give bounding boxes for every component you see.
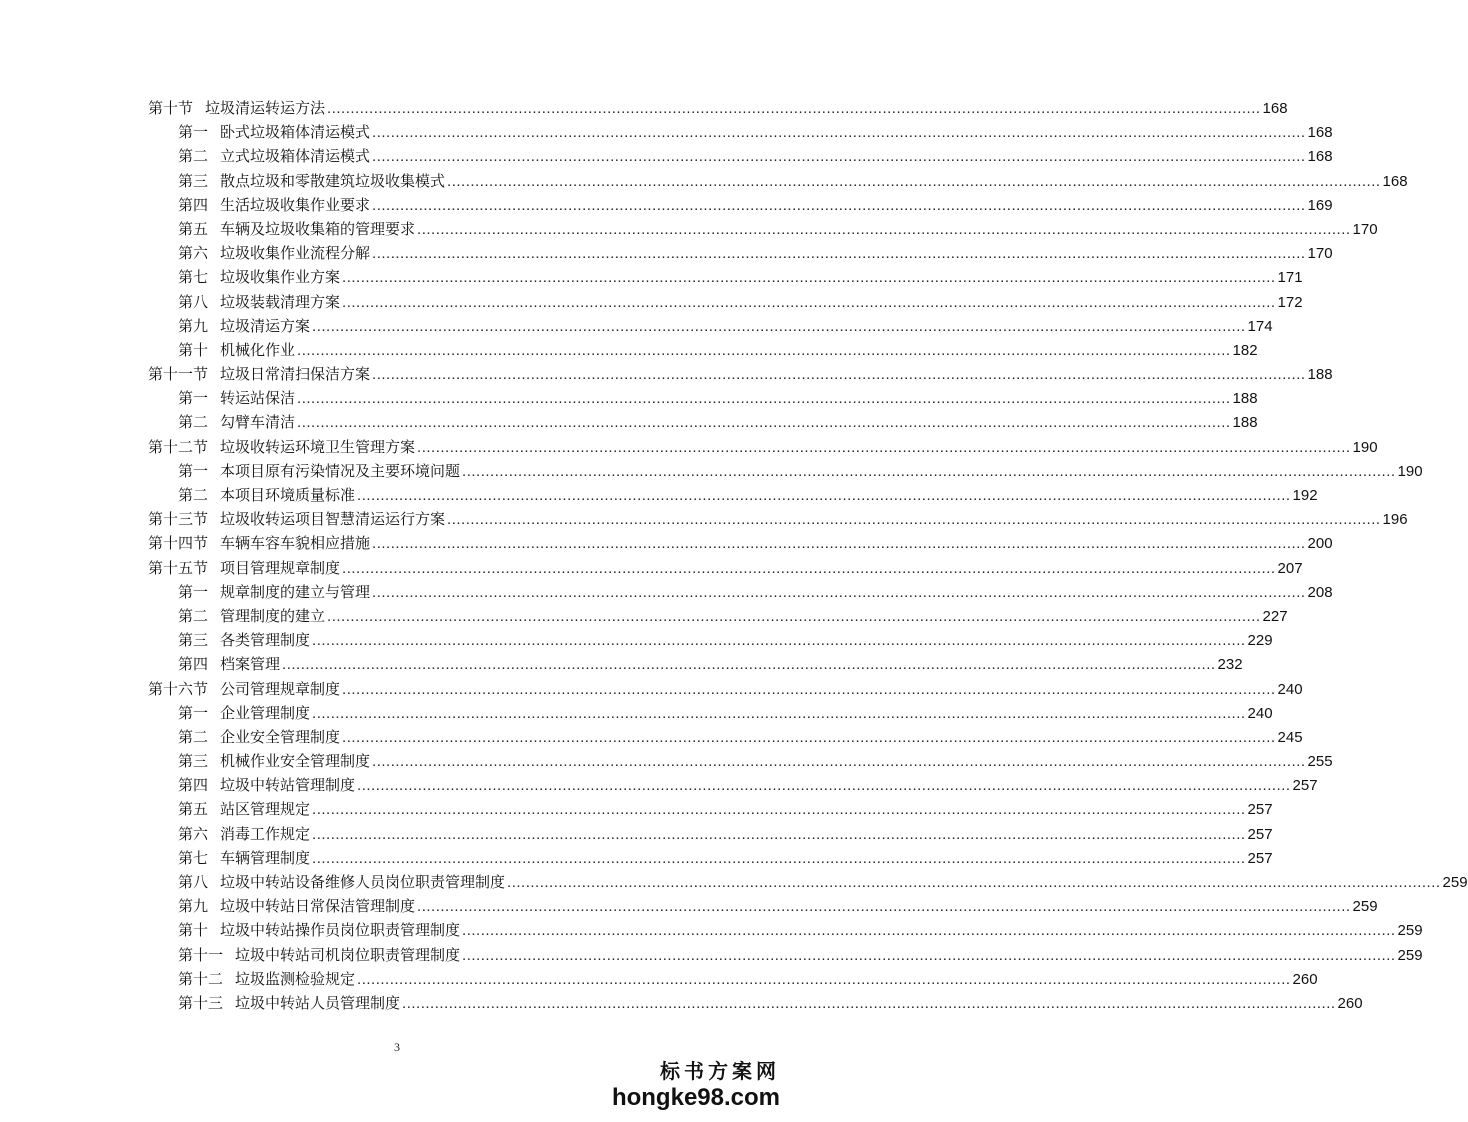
toc-dot-leader: ........................................................................................................................................................................................................ [462, 946, 1396, 964]
toc-entry-number: 第四 [178, 195, 209, 214]
toc-entry-title: 垃圾中转站人员管理制度 [235, 993, 401, 1012]
toc-subsection-entry[interactable] [148, 144, 1333, 168]
toc-entry-title: 本项目环境质量标准 [220, 486, 356, 504]
toc-entry-page: 259 [1397, 946, 1423, 964]
toc-dot-leader: ........................................................................................................................................................................................................ [372, 583, 1306, 601]
toc-entry-number: 第三 [178, 631, 209, 650]
toc-dot-leader: ........................................................................................................................................................................................................ [327, 607, 1261, 625]
toc-entry-number: 第一 [178, 461, 209, 480]
toc-subsection-entry[interactable] [148, 120, 1333, 144]
toc-entry-page: 257 [1292, 777, 1318, 795]
toc-subsection-entry[interactable] [148, 169, 1408, 193]
toc-subsection-entry[interactable] [148, 410, 1258, 434]
toc-section-entry[interactable] [148, 556, 1303, 580]
toc-dot-leader: ........................................................................................................................................................................................................ [342, 269, 1276, 287]
toc-entry-number: 第二 [178, 147, 209, 166]
toc-dot-leader: ........................................................................................................................................................................................................ [312, 632, 1246, 650]
toc-subsection-entry[interactable] [148, 797, 1273, 821]
toc-entry-page: 170 [1307, 245, 1333, 263]
toc-entry-number: 第十四节 [148, 534, 209, 553]
toc-subsection-entry[interactable] [148, 628, 1273, 652]
toc-entry-number: 第一 [178, 123, 209, 142]
toc-entry-number: 第十六节 [148, 679, 209, 698]
toc-dot-leader: ........................................................................................................................................................................................................ [342, 728, 1276, 746]
watermark-site-name: 标书方案网 [660, 1059, 780, 1083]
toc-section-entry[interactable] [148, 362, 1333, 386]
toc-dot-leader: ........................................................................................................................................................................................................ [402, 994, 1336, 1012]
toc-subsection-entry[interactable] [148, 290, 1303, 314]
toc-entry-number: 第十一节 [148, 365, 209, 384]
toc-entry-number: 第三 [178, 752, 209, 771]
toc-entry-number: 第八 [178, 292, 209, 311]
page-number: 3 [394, 1040, 400, 1054]
toc-subsection-entry[interactable] [148, 725, 1303, 749]
toc-entry-title: 管理制度的建立 [220, 606, 326, 625]
toc-entry-title: 项目管理规章制度 [220, 558, 341, 577]
toc-subsection-entry[interactable] [148, 265, 1303, 289]
toc-subsection-entry[interactable] [148, 193, 1333, 217]
toc-dot-leader: ........................................................................................................................................................................................................ [507, 874, 1441, 891]
toc-dot-leader: ........................................................................................................................................................................................................ [297, 390, 1231, 408]
toc-entry-page: 168 [1262, 100, 1288, 117]
table-of-contents [148, 96, 1468, 1015]
toc-entry-page: 208 [1307, 583, 1333, 601]
toc-subsection-entry[interactable] [148, 991, 1363, 1015]
toc-entry-number: 第二 [178, 413, 209, 432]
toc-entry-title: 车辆及垃圾收集箱的管理要求 [220, 219, 416, 238]
toc-entry-number: 第十二节 [148, 437, 209, 456]
toc-entry-number: 第六 [178, 244, 209, 263]
toc-entry-number: 第十五节 [148, 558, 209, 577]
toc-subsection-entry[interactable] [148, 846, 1273, 870]
toc-entry-title: 垃圾收集作业流程分解 [220, 244, 371, 263]
toc-dot-leader: ........................................................................................................................................................................................................ [357, 487, 1291, 504]
toc-subsection-entry[interactable] [148, 870, 1468, 894]
toc-dot-leader: ........................................................................................................................................................................................................ [297, 414, 1231, 432]
toc-dot-leader: ........................................................................................................................................................................................................ [297, 341, 1231, 359]
toc-entry-page: 240 [1247, 704, 1273, 722]
toc-entry-title: 散点垃圾和零散建筑垃圾收集模式 [220, 171, 446, 190]
toc-entry-page: 240 [1277, 680, 1303, 698]
toc-entry-title: 生活垃圾收集作业要求 [220, 195, 371, 214]
toc-entry-page: 188 [1232, 390, 1258, 408]
toc-subsection-entry[interactable] [148, 773, 1318, 797]
toc-dot-leader: ........................................................................................................................................................................................................ [372, 535, 1306, 553]
toc-section-entry[interactable] [148, 507, 1408, 531]
toc-dot-leader: ........................................................................................................................................................................................................ [357, 970, 1291, 988]
toc-entry-number: 第四 [178, 776, 209, 795]
toc-entry-number: 第一 [178, 389, 209, 408]
toc-entry-number: 第六 [178, 824, 209, 843]
toc-dot-leader: ........................................................................................................................................................................................................ [447, 511, 1381, 529]
toc-dot-leader: ........................................................................................................................................................................................................ [312, 825, 1246, 843]
toc-entry-page: 257 [1247, 801, 1273, 819]
toc-dot-leader: ........................................................................................................................................................................................................ [312, 317, 1246, 335]
toc-dot-leader: ........................................................................................................................................................................................................ [342, 559, 1276, 577]
toc-entry-title: 垃圾收集作业方案 [220, 268, 341, 287]
toc-entry-number: 第二 [178, 606, 209, 625]
toc-subsection-entry[interactable] [148, 652, 1243, 676]
toc-entry-page: 257 [1247, 849, 1273, 867]
toc-entry-page: 227 [1262, 607, 1288, 625]
toc-entry-title: 本项目原有污染情况及主要环境问题 [220, 461, 461, 480]
toc-entry-number: 第十二 [178, 969, 224, 988]
toc-entry-title: 各类管理制度 [220, 631, 311, 650]
toc-entry-title: 规章制度的建立与管理 [220, 582, 371, 601]
toc-entry-page: 196 [1382, 511, 1408, 529]
toc-dot-leader: ........................................................................................................................................................................................................ [372, 196, 1306, 214]
toc-dot-leader: ........................................................................................................................................................................................................ [417, 898, 1351, 916]
toc-subsection-entry[interactable] [148, 967, 1318, 991]
toc-entry-page: 260 [1337, 994, 1363, 1012]
toc-entry-page: 171 [1277, 269, 1303, 287]
toc-entry-number: 第四 [178, 655, 209, 674]
toc-section-entry[interactable] [148, 435, 1378, 459]
toc-entry-title: 垃圾中转站管理制度 [220, 776, 356, 795]
toc-dot-leader: ........................................................................................................................................................................................................ [282, 656, 1216, 674]
toc-entry-page: 259 [1352, 898, 1378, 916]
toc-entry-title: 垃圾清运转运方法 [205, 99, 326, 117]
toc-section-entry[interactable] [148, 531, 1333, 555]
toc-entry-title: 立式垃圾箱体清运模式 [220, 147, 371, 166]
toc-entry-title: 企业安全管理制度 [220, 727, 341, 746]
toc-subsection-entry[interactable] [148, 580, 1333, 604]
toc-entry-page: 170 [1352, 220, 1378, 238]
toc-entry-number: 第八 [178, 873, 209, 891]
toc-entry-number: 第七 [178, 848, 209, 867]
toc-entry-number: 第五 [178, 219, 209, 238]
toc-dot-leader: ........................................................................................................................................................................................................ [342, 680, 1276, 698]
toc-dot-leader: ........................................................................................................................................................................................................ [372, 245, 1306, 263]
toc-entry-page: 232 [1217, 656, 1243, 674]
toc-entry-number: 第二 [178, 486, 209, 504]
toc-entry-title: 车辆车容车貌相应措施 [220, 534, 371, 553]
toc-entry-title: 垃圾装载清理方案 [220, 292, 341, 311]
toc-section-entry[interactable] [148, 96, 1288, 120]
toc-entry-title: 档案管理 [220, 655, 281, 674]
toc-dot-leader: ........................................................................................................................................................................................................ [372, 148, 1306, 166]
toc-entry-page: 200 [1307, 535, 1333, 553]
toc-entry-title: 垃圾中转站设备维修人员岗位职责管理制度 [220, 873, 506, 891]
toc-dot-leader: ........................................................................................................................................................................................................ [312, 704, 1246, 722]
toc-subsection-entry[interactable] [148, 894, 1378, 918]
toc-dot-leader: ........................................................................................................................................................................................................ [372, 124, 1306, 142]
toc-entry-number: 第二 [178, 727, 209, 746]
toc-entry-title: 机械作业安全管理制度 [220, 752, 371, 771]
toc-entry-page: 188 [1307, 366, 1333, 384]
toc-entry-page: 182 [1232, 341, 1258, 359]
toc-entry-page: 259 [1397, 922, 1423, 940]
toc-entry-number: 第十 [178, 921, 209, 940]
toc-entry-number: 第三 [178, 171, 209, 190]
toc-entry-page: 190 [1352, 438, 1378, 456]
toc-entry-number: 第七 [178, 268, 209, 287]
toc-entry-title: 站区管理规定 [220, 800, 311, 819]
toc-entry-page: 207 [1277, 559, 1303, 577]
toc-subsection-entry[interactable] [148, 822, 1273, 846]
toc-entry-page: 168 [1307, 124, 1333, 142]
toc-subsection-entry[interactable] [148, 604, 1288, 628]
toc-dot-leader: ........................................................................................................................................................................................................ [327, 100, 1261, 117]
toc-subsection-entry[interactable] [148, 338, 1258, 362]
toc-entry-page: 174 [1247, 317, 1273, 335]
toc-subsection-entry[interactable] [148, 217, 1378, 241]
toc-entry-title: 勾臂车清洁 [220, 413, 296, 432]
toc-entry-title: 转运站保洁 [220, 389, 296, 408]
watermark-url[interactable]: hongke98.com [611, 1084, 780, 1111]
toc-entry-number: 第九 [178, 316, 209, 335]
toc-entry-title: 垃圾日常清扫保洁方案 [220, 365, 371, 384]
toc-dot-leader: ........................................................................................................................................................................................................ [372, 753, 1306, 771]
toc-entry-title: 企业管理制度 [220, 703, 311, 722]
toc-dot-leader: ........................................................................................................................................................................................................ [312, 801, 1246, 819]
toc-dot-leader: ........................................................................................................................................................................................................ [312, 849, 1246, 867]
toc-entry-page: 188 [1232, 414, 1258, 432]
toc-entry-page: 168 [1382, 172, 1408, 190]
toc-entry-title: 机械化作业 [220, 340, 296, 359]
toc-subsection-entry[interactable] [148, 314, 1273, 338]
toc-entry-title: 垃圾中转站日常保洁管理制度 [220, 897, 416, 916]
toc-subsection-entry[interactable] [148, 459, 1423, 483]
toc-subsection-entry[interactable] [148, 918, 1423, 942]
toc-entry-number: 第五 [178, 800, 209, 819]
toc-subsection-entry[interactable] [148, 943, 1423, 967]
toc-dot-leader: ........................................................................................................................................................................................................ [372, 366, 1306, 384]
toc-entry-title: 垃圾监测检验规定 [235, 969, 356, 988]
toc-subsection-entry[interactable] [148, 701, 1273, 725]
toc-entry-number: 第九 [178, 897, 209, 916]
toc-entry-page: 192 [1292, 487, 1318, 504]
toc-entry-title: 车辆管理制度 [220, 848, 311, 867]
toc-entry-number: 第十 [178, 340, 209, 359]
toc-entry-title: 卧式垃圾箱体清运模式 [220, 123, 371, 142]
toc-entry-page: 190 [1397, 462, 1423, 480]
toc-section-entry[interactable] [148, 677, 1303, 701]
toc-dot-leader: ........................................................................................................................................................................................................ [342, 293, 1276, 311]
toc-entry-page: 169 [1307, 196, 1333, 214]
toc-dot-leader: ........................................................................................................................................................................................................ [462, 462, 1396, 480]
toc-dot-leader: ........................................................................................................................................................................................................ [447, 172, 1381, 190]
site-watermark [612, 1058, 780, 1112]
toc-entry-page: 172 [1277, 293, 1303, 311]
toc-entry-page: 259 [1442, 874, 1468, 891]
toc-subsection-entry[interactable] [148, 483, 1318, 507]
toc-entry-title: 垃圾收转运环境卫生管理方案 [220, 437, 416, 456]
toc-entry-title: 公司管理规章制度 [220, 679, 341, 698]
toc-entry-title: 垃圾清运方案 [220, 316, 311, 335]
toc-entry-title: 垃圾中转站司机岗位职责管理制度 [235, 945, 461, 964]
toc-entry-number: 第一 [178, 703, 209, 722]
toc-entry-page: 257 [1247, 825, 1273, 843]
toc-entry-page: 229 [1247, 632, 1273, 650]
toc-entry-number: 第十一 [178, 945, 224, 964]
toc-entry-page: 255 [1307, 753, 1333, 771]
toc-entry-page: 245 [1277, 728, 1303, 746]
toc-entry-title: 消毒工作规定 [220, 824, 311, 843]
toc-entry-number: 第十节 [148, 99, 194, 117]
toc-dot-leader: ........................................................................................................................................................................................................ [357, 777, 1291, 795]
toc-subsection-entry[interactable] [148, 386, 1258, 410]
toc-entry-number: 第十三 [178, 993, 224, 1012]
toc-entry-number: 第一 [178, 582, 209, 601]
toc-entry-number: 第十三节 [148, 510, 209, 529]
toc-subsection-entry[interactable] [148, 241, 1333, 265]
toc-entry-page: 168 [1307, 148, 1333, 166]
toc-subsection-entry[interactable] [148, 749, 1333, 773]
toc-entry-page: 260 [1292, 970, 1318, 988]
toc-entry-title: 垃圾中转站操作员岗位职责管理制度 [220, 921, 461, 940]
toc-dot-leader: ........................................................................................................................................................................................................ [462, 922, 1396, 940]
toc-entry-title: 垃圾收转运项目智慧清运运行方案 [220, 510, 446, 529]
toc-dot-leader: ........................................................................................................................................................................................................ [417, 438, 1351, 456]
toc-dot-leader: ........................................................................................................................................................................................................ [417, 220, 1351, 238]
